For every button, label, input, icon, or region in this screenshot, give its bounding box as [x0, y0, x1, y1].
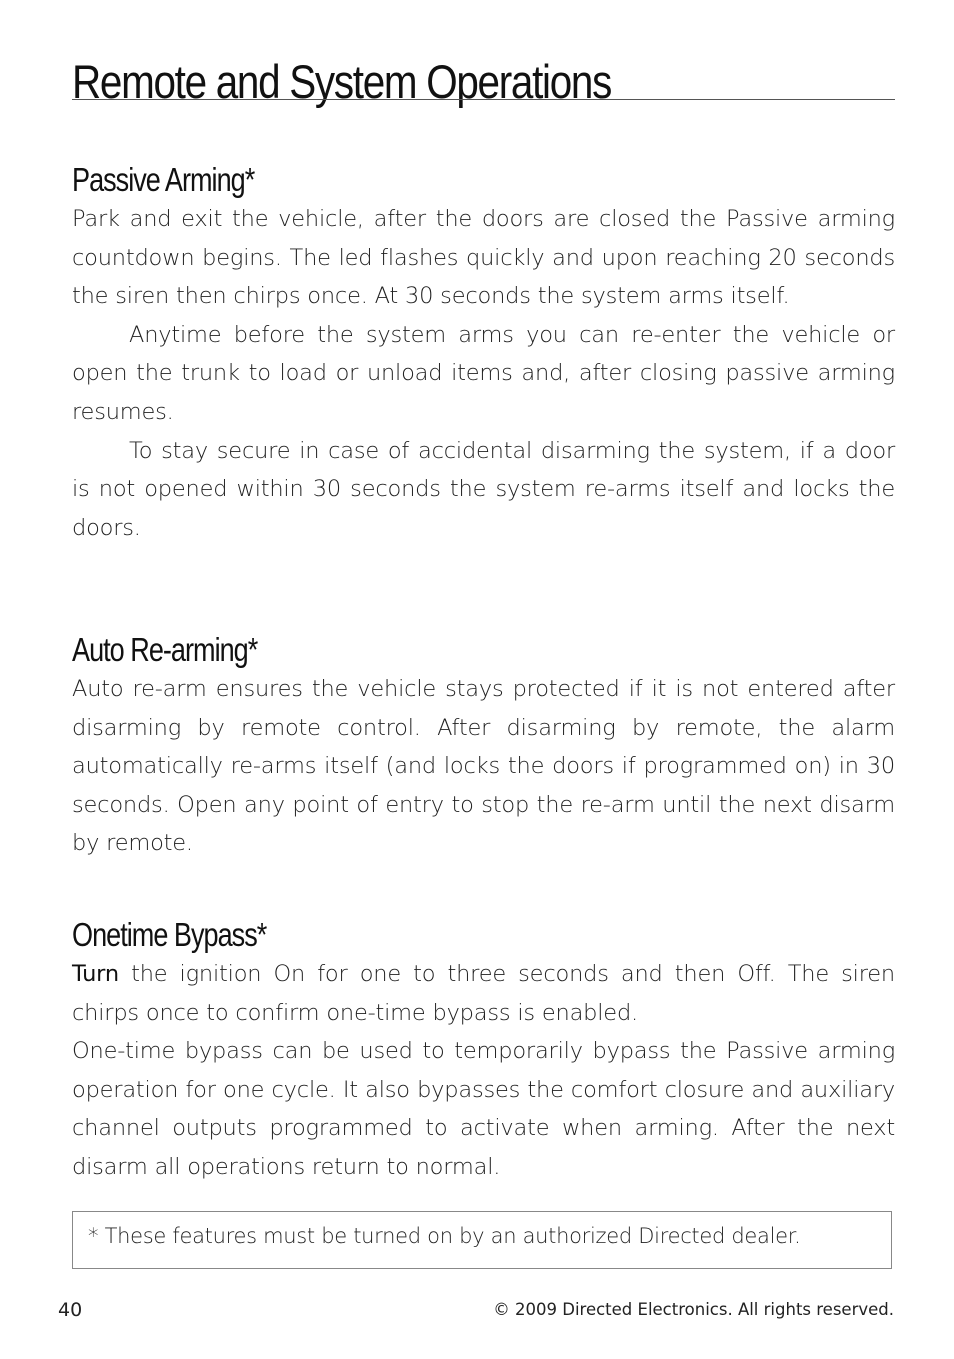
section-auto-rearming [72, 630, 895, 863]
paragraph-text: the ignition On for one to three seconds and then Off. The siren chirps once to confirm one-time bypass is enabled. [72, 961, 895, 1026]
section-onetime-bypass [72, 915, 895, 1187]
section-heading: Passive Arming* [72, 161, 255, 198]
paragraph: Auto re-arm ensures the vehicle stays protected if it is not entered after disarming by remote control. After disarming by remote, the alarm automatically re-arms itself (and locks the doors if programmed on) in 30 seconds. Open any point of entry to stop the re-arm until the next disarm by remote. [72, 676, 895, 857]
page-number: 40 [58, 1299, 83, 1321]
lead-word: Turn [72, 961, 119, 987]
title-underline [72, 99, 895, 100]
section-passive-arming [72, 160, 895, 547]
paragraph: Park and exit the vehicle, after the doors are closed the Passive arming countdown begins. The led flashes quickly and upon reaching 20 seconds the siren then chirps once. At 30 seconds the system arms itself. [72, 206, 895, 310]
paragraph: Anytime before the system arms you can re-enter the vehicle or open the trunk to load or unload items and, after closing passive arming resumes. [72, 321, 895, 425]
footnote-box [72, 1211, 892, 1269]
paragraph: One-time bypass can be used to temporarily bypass the Passive arming operation for one cycle. It also bypasses the comfort closure and auxiliary channel outputs programmed to activate when arming. After the next disarm all operations return to normal. [72, 1038, 895, 1180]
paragraph [72, 955, 895, 1032]
footnote-text: * These features must be turned on by an authorized Directed dealer. [88, 1224, 801, 1248]
page-title: Remote and System Operations [72, 55, 612, 108]
copyright-notice: © 2009 Directed Electronics. All rights reserved. [493, 1300, 894, 1319]
section-heading: Auto Re-arming* [72, 631, 258, 668]
section-heading: Onetime Bypass* [72, 916, 267, 953]
paragraph: To stay secure in case of accidental disarming the system, if a door is not opened within 30 seconds the system re-arms itself and locks the doors. [72, 437, 895, 541]
